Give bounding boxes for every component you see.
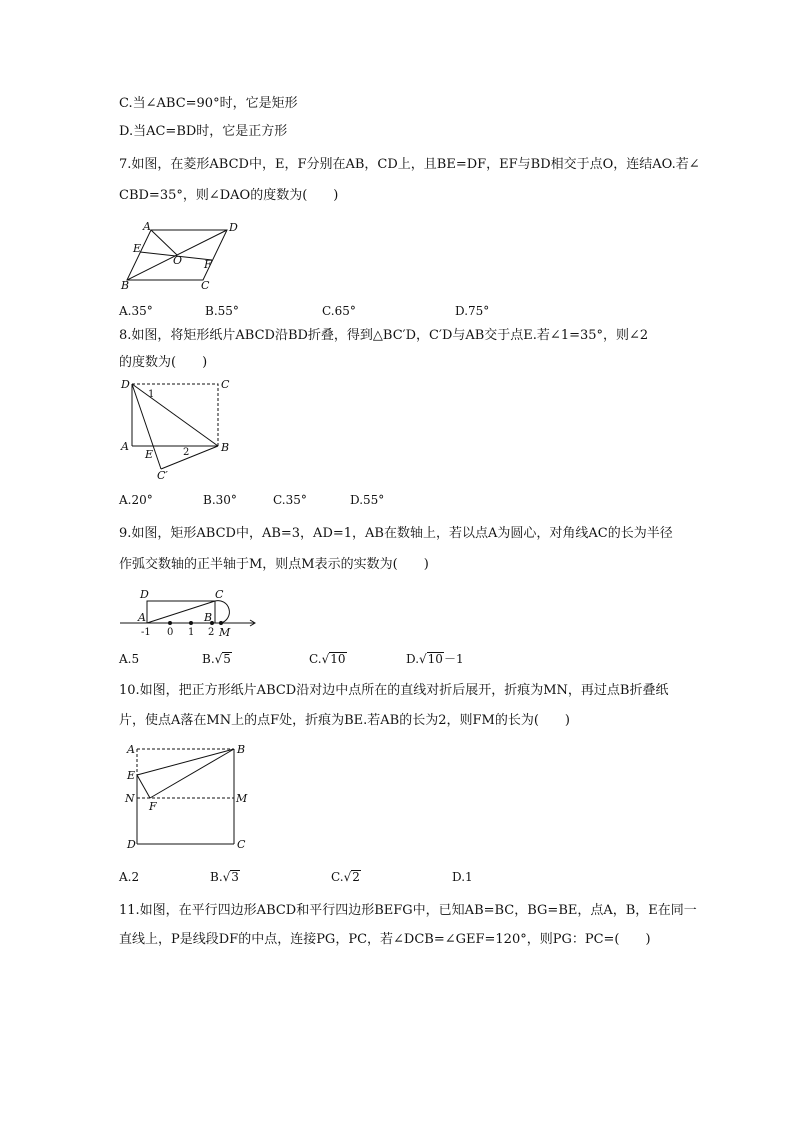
q7-stem-line2: CBD=35°，则∠DAO的度数为( )	[119, 188, 339, 203]
fig10-label-a: A	[127, 743, 135, 756]
segment-ao	[151, 230, 177, 255]
fig9-tick-minus1: -1	[141, 627, 151, 638]
q10-stem-line2: 片，使点A落在MN上的点F处，折痕为BE.若AB的长为2，则FM的长为( )	[119, 713, 570, 728]
fig7-label-a: A	[143, 220, 151, 233]
segment-c-prime-b	[161, 446, 218, 469]
q8-figure	[117, 377, 237, 482]
q10-option-c[interactable]: C.√2	[331, 870, 360, 884]
fig7-label-f: F	[204, 258, 212, 271]
q7-option-d[interactable]: D.75°	[455, 304, 490, 318]
fig8-label-a: A	[121, 440, 129, 453]
q9-option-b[interactable]: B.√5	[202, 652, 231, 666]
crease-be	[137, 749, 234, 775]
fig7-label-c: C	[201, 279, 210, 292]
q8-option-b[interactable]: B.30°	[203, 493, 237, 507]
q7-option-b[interactable]: B.55°	[205, 304, 239, 318]
q7-figure	[115, 218, 245, 293]
fig10-label-d: D	[127, 838, 136, 851]
q8-option-c[interactable]: C.35°	[273, 493, 307, 507]
q8-stem-line1: 8.如图，将矩形纸片ABCD沿BD折叠，得到△BC′D，C′D与AB交于点E.若∠1=35°，则∠2	[119, 328, 649, 343]
fig10-label-m: M	[236, 792, 248, 805]
q10-stem-line1: 10.如图，把正方形纸片ABCD沿对边中点所在的直线对折后展开，折痕为MN，再过点B折叠纸	[119, 683, 669, 698]
tick-dot-0	[168, 621, 172, 625]
fig10-label-b: B	[237, 743, 246, 756]
fig7-label-b: B	[121, 279, 130, 292]
fig9-label-a: A	[138, 611, 146, 624]
fig7-label-o: O	[173, 254, 183, 267]
q9-figure	[117, 585, 262, 640]
arc-cm	[215, 601, 229, 623]
q10-option-d[interactable]: D.1	[452, 870, 473, 884]
fig10-label-n: N	[125, 792, 135, 805]
q6-option-c: C.当∠ABC=90°时，它是矩形	[119, 96, 298, 111]
q9-stem-line2: 作弧交数轴的正半轴于M，则点M表示的实数为( )	[119, 557, 429, 572]
fig8-angle-2: 2	[183, 447, 190, 458]
segment-fb	[150, 749, 234, 798]
segment-ef	[137, 775, 150, 798]
fold-bd	[132, 384, 218, 446]
fig8-label-d: D	[121, 378, 130, 391]
fig8-angle-1: 1	[148, 389, 155, 400]
fig9-label-b: B	[204, 611, 213, 624]
q10-option-a[interactable]: A.2	[119, 870, 140, 884]
q8-option-d[interactable]: D.55°	[350, 493, 385, 507]
fig8-label-c-prime: C′	[157, 469, 168, 482]
q11-stem-line1: 11.如图，在平行四边形ABCD和平行四边形BEFG中，已知AB=BC，BG=BE，点A，B，E在同一	[119, 903, 697, 918]
fig10-label-e: E	[127, 769, 136, 782]
q6-option-d: D.当AC=BD时，它是正方形	[119, 124, 288, 139]
fig9-label-m: M	[219, 626, 231, 639]
point-m-dot	[219, 621, 223, 625]
q8-stem-line2: 的度数为( )	[119, 355, 208, 370]
q7-option-a[interactable]: A.35°	[119, 304, 153, 318]
tick-dot-1	[189, 621, 193, 625]
fig10-label-f: F	[149, 800, 157, 813]
fig7-label-d: D	[229, 221, 238, 234]
fig7-label-e: E	[133, 242, 142, 255]
fig9-label-d: D	[140, 588, 149, 601]
q10-option-b[interactable]: B.√3	[210, 870, 239, 884]
fig8-label-c: C	[221, 378, 230, 391]
q9-option-a[interactable]: A.5	[119, 652, 140, 666]
q11-stem-line2: 直线上，P是线段DF的中点，连接PG，PC，若∠DCB=∠GEF=120°，则PG：PC=( )	[119, 932, 651, 947]
q10-figure	[117, 741, 247, 851]
q9-stem-line1: 9.如图，矩形ABCD中，AB=3，AD=1，AB在数轴上，若以点A为圆心，对角线AC的长为半径	[119, 526, 673, 541]
q9-option-c[interactable]: C.√10	[309, 652, 346, 666]
fig9-label-c: C	[215, 588, 224, 601]
fig10-label-c: C	[237, 838, 246, 851]
q8-option-a[interactable]: A.20°	[119, 493, 153, 507]
q7-stem-line1: 7.如图，在菱形ABCD中，E，F分别在AB，CD上，且BE=DF，EF与BD相交于点O，连结AO.若∠	[119, 157, 700, 172]
fig9-tick-0: 0	[167, 627, 174, 638]
q7-option-c[interactable]: C.65°	[322, 304, 356, 318]
fig8-label-e: E	[145, 448, 154, 461]
fig9-tick-1: 1	[188, 627, 195, 638]
q9-option-d[interactable]: D.√10－1	[406, 652, 464, 666]
fig9-tick-2: 2	[208, 627, 215, 638]
fig8-label-b: B	[221, 441, 230, 454]
